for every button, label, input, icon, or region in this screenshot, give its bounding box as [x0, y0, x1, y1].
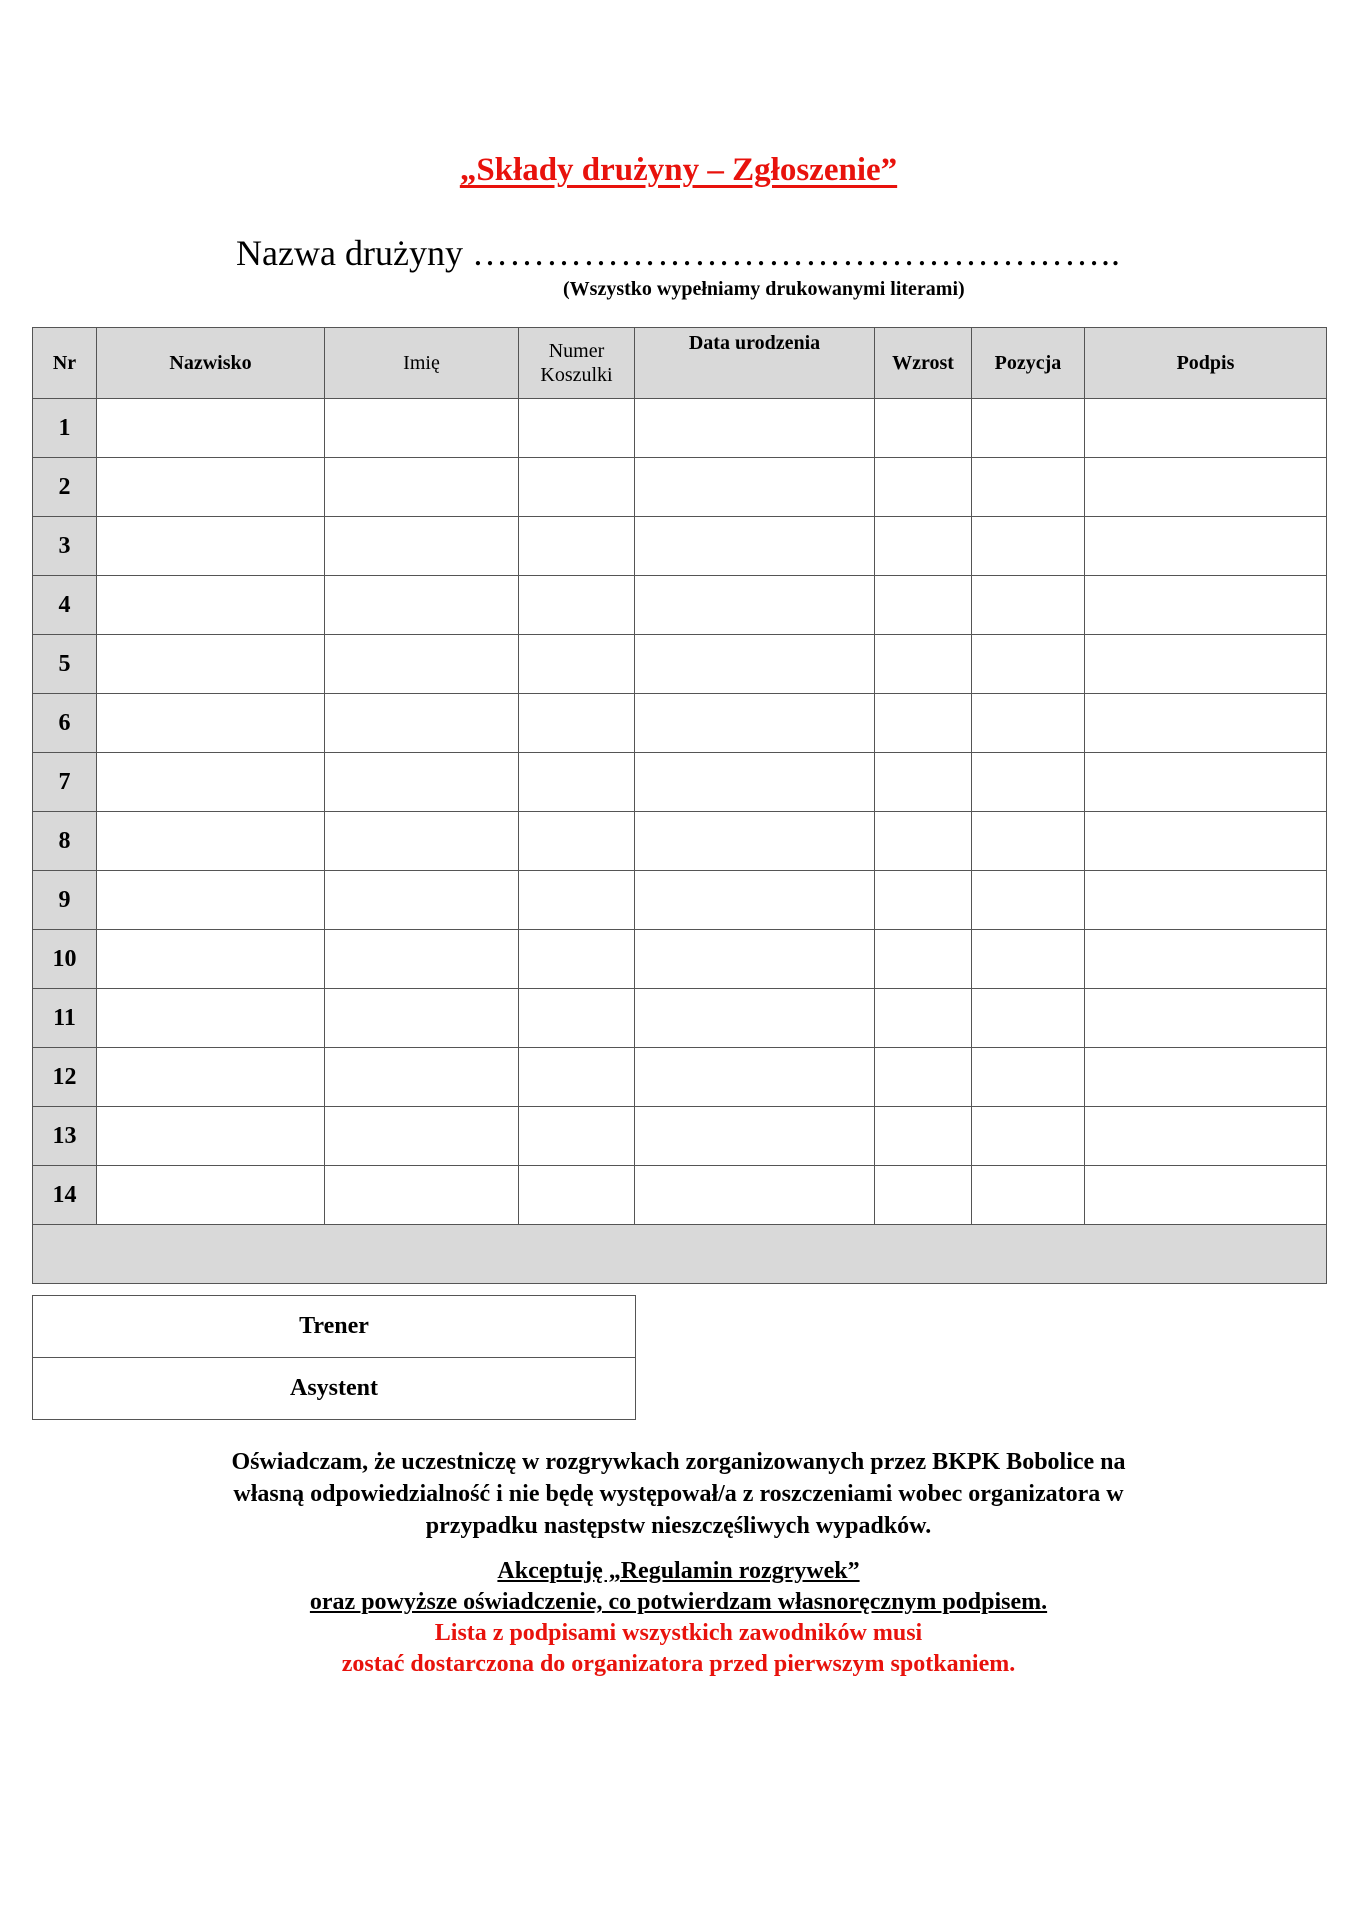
cell-pozycja[interactable]	[972, 1048, 1085, 1107]
cell-imie[interactable]	[325, 576, 519, 635]
cell-numer-koszulki[interactable]	[519, 812, 635, 871]
team-name-line	[0, 232, 1357, 274]
cell-data-urodzenia[interactable]	[635, 399, 875, 458]
asystent-cell[interactable]: Asystent	[33, 1358, 636, 1420]
table-row	[33, 1166, 1327, 1225]
cell-data-urodzenia[interactable]	[635, 871, 875, 930]
cell-numer-koszulki[interactable]	[519, 1166, 635, 1225]
cell-podpis[interactable]	[1085, 1107, 1327, 1166]
row-number: 10	[33, 930, 97, 989]
trener-cell[interactable]: Trener	[33, 1296, 636, 1358]
fill-instruction: (Wszystko wypełniamy drukowanymi literami)	[563, 278, 965, 300]
declaration-text	[0, 1446, 1357, 1542]
header-podpis: Podpis	[1085, 328, 1327, 399]
cell-nazwisko[interactable]	[97, 812, 325, 871]
cell-pozycja[interactable]	[972, 989, 1085, 1048]
row-number: 9	[33, 871, 97, 930]
cell-numer-koszulki[interactable]	[519, 989, 635, 1048]
cell-numer-koszulki[interactable]	[519, 1107, 635, 1166]
cell-imie[interactable]	[325, 694, 519, 753]
cell-data-urodzenia[interactable]	[635, 930, 875, 989]
cell-pozycja[interactable]	[972, 517, 1085, 576]
cell-imie[interactable]	[325, 753, 519, 812]
row-number: 1	[33, 399, 97, 458]
header-pozycja: Pozycja	[972, 328, 1085, 399]
team-name-field[interactable]: ……………………………………………..	[471, 233, 1121, 273]
cell-podpis[interactable]	[1085, 1166, 1327, 1225]
cell-data-urodzenia[interactable]	[635, 517, 875, 576]
team-name-label: Nazwa drużyny	[236, 233, 463, 273]
table-row	[33, 576, 1327, 635]
cell-pozycja[interactable]	[972, 753, 1085, 812]
roster-header-row	[33, 328, 1327, 399]
cell-data-urodzenia[interactable]	[635, 458, 875, 517]
cell-podpis[interactable]	[1085, 458, 1327, 517]
cell-podpis[interactable]	[1085, 399, 1327, 458]
cell-imie[interactable]	[325, 458, 519, 517]
cell-podpis[interactable]	[1085, 989, 1327, 1048]
cell-data-urodzenia[interactable]	[635, 1048, 875, 1107]
table-row	[33, 399, 1327, 458]
table-row	[33, 812, 1327, 871]
table-row	[33, 930, 1327, 989]
cell-numer-koszulki[interactable]	[519, 1048, 635, 1107]
cell-nazwisko[interactable]	[97, 458, 325, 517]
cell-data-urodzenia[interactable]	[635, 576, 875, 635]
table-row	[33, 1048, 1327, 1107]
table-row	[33, 989, 1327, 1048]
cell-podpis[interactable]	[1085, 576, 1327, 635]
cell-data-urodzenia[interactable]	[635, 812, 875, 871]
cell-wzrost[interactable]	[875, 635, 972, 694]
cell-nazwisko[interactable]	[97, 694, 325, 753]
header-wzrost: Wzrost	[875, 328, 972, 399]
header-numer-koszulki	[519, 328, 635, 399]
delivery-notice-line-1: Lista z podpisami wszystkich zawodników musi	[434, 1620, 923, 1646]
cell-wzrost[interactable]	[875, 812, 972, 871]
cell-pozycja[interactable]	[972, 871, 1085, 930]
cell-data-urodzenia[interactable]	[635, 1107, 875, 1166]
cell-imie[interactable]	[325, 1166, 519, 1225]
row-number: 13	[33, 1107, 97, 1166]
cell-nazwisko[interactable]	[97, 576, 325, 635]
cell-data-urodzenia[interactable]	[635, 753, 875, 812]
cell-wzrost[interactable]	[875, 989, 972, 1048]
row-number: 4	[33, 576, 97, 635]
cell-imie[interactable]	[325, 399, 519, 458]
cell-podpis[interactable]	[1085, 930, 1327, 989]
cell-pozycja[interactable]	[972, 812, 1085, 871]
cell-wzrost[interactable]	[875, 399, 972, 458]
cell-nazwisko[interactable]	[97, 635, 325, 694]
cell-imie[interactable]	[325, 989, 519, 1048]
cell-podpis[interactable]	[1085, 517, 1327, 576]
cell-pozycja[interactable]	[972, 635, 1085, 694]
cell-nazwisko[interactable]	[97, 753, 325, 812]
cell-data-urodzenia[interactable]	[635, 989, 875, 1048]
cell-wzrost[interactable]	[875, 930, 972, 989]
cell-podpis[interactable]	[1085, 871, 1327, 930]
cell-numer-koszulki[interactable]	[519, 517, 635, 576]
table-row	[33, 458, 1327, 517]
cell-podpis[interactable]	[1085, 635, 1327, 694]
cell-nazwisko[interactable]	[97, 517, 325, 576]
cell-podpis[interactable]	[1085, 694, 1327, 753]
cell-pozycja[interactable]	[972, 1166, 1085, 1225]
cell-numer-koszulki[interactable]	[519, 930, 635, 989]
row-number: 3	[33, 517, 97, 576]
cell-wzrost[interactable]	[875, 1166, 972, 1225]
cell-podpis[interactable]	[1085, 1048, 1327, 1107]
header-data-urodzenia: Data urodzenia	[635, 328, 875, 399]
acceptance-line-2: oraz powyższe oświadczenie, co potwierdzam własnoręcznym podpisem.	[309, 1589, 1048, 1615]
cell-numer-koszulki[interactable]	[519, 871, 635, 930]
cell-wzrost[interactable]	[875, 458, 972, 517]
cell-imie[interactable]	[325, 1107, 519, 1166]
delivery-notice-line-2: zostać dostarczona do organizatora przed pierwszym spotkaniem.	[341, 1651, 1016, 1677]
cell-podpis[interactable]	[1085, 812, 1327, 871]
cell-pozycja[interactable]	[972, 1107, 1085, 1166]
cell-wzrost[interactable]	[875, 517, 972, 576]
cell-imie[interactable]	[325, 871, 519, 930]
cell-data-urodzenia[interactable]	[635, 635, 875, 694]
cell-imie[interactable]	[325, 517, 519, 576]
table-row	[33, 871, 1327, 930]
cell-wzrost[interactable]	[875, 694, 972, 753]
row-number: 8	[33, 812, 97, 871]
cell-numer-koszulki[interactable]	[519, 399, 635, 458]
cell-podpis[interactable]	[1085, 753, 1327, 812]
header-nazwisko: Nazwisko	[97, 328, 325, 399]
cell-wzrost[interactable]	[875, 1107, 972, 1166]
staff-table	[32, 1295, 636, 1420]
cell-numer-koszulki[interactable]	[519, 635, 635, 694]
cell-nazwisko[interactable]	[97, 399, 325, 458]
cell-nazwisko[interactable]	[97, 1107, 325, 1166]
header-numer-line2: Koszulki	[540, 364, 613, 386]
cell-data-urodzenia[interactable]	[635, 1166, 875, 1225]
cell-pozycja[interactable]	[972, 694, 1085, 753]
cell-wzrost[interactable]	[875, 1048, 972, 1107]
cell-wzrost[interactable]	[875, 871, 972, 930]
acceptance-line-1: Akceptuję „Regulamin rozgrywek”	[497, 1558, 860, 1584]
table-row	[33, 753, 1327, 812]
cell-pozycja[interactable]	[972, 930, 1085, 989]
declaration-line-1: Oświadczam, że uczestniczę w rozgrywkach zorganizowanych przez BKPK Bobolice na	[231, 1449, 1126, 1475]
row-number: 11	[33, 989, 97, 1048]
cell-numer-koszulki[interactable]	[519, 576, 635, 635]
cell-numer-koszulki[interactable]	[519, 458, 635, 517]
row-number: 6	[33, 694, 97, 753]
cell-nazwisko[interactable]	[97, 1166, 325, 1225]
cell-numer-koszulki[interactable]	[519, 694, 635, 753]
cell-imie[interactable]	[325, 635, 519, 694]
cell-nazwisko[interactable]	[97, 1048, 325, 1107]
row-number: 2	[33, 458, 97, 517]
table-row	[33, 694, 1327, 753]
cell-wzrost[interactable]	[875, 753, 972, 812]
cell-nazwisko[interactable]	[97, 930, 325, 989]
row-number: 7	[33, 753, 97, 812]
roster-table	[32, 327, 1327, 1284]
footer-gray-cell	[33, 1225, 1327, 1284]
row-number: 5	[33, 635, 97, 694]
declaration-line-3: przypadku następstw nieszczęśliwych wypadków.	[425, 1513, 932, 1539]
cell-pozycja[interactable]	[972, 576, 1085, 635]
cell-data-urodzenia[interactable]	[635, 694, 875, 753]
cell-nazwisko[interactable]	[97, 871, 325, 930]
cell-numer-koszulki[interactable]	[519, 753, 635, 812]
header-nr: Nr	[33, 328, 97, 399]
table-footer-row	[33, 1225, 1327, 1284]
cell-wzrost[interactable]	[875, 576, 972, 635]
declaration-line-2: własną odpowiedzialność i nie będę występował/a z roszczeniami wobec organizatora w	[233, 1481, 1124, 1507]
header-numer-line1: Numer	[548, 340, 605, 362]
cell-imie[interactable]	[325, 930, 519, 989]
table-row	[33, 635, 1327, 694]
acceptance-text	[0, 1556, 1357, 1680]
cell-pozycja[interactable]	[972, 458, 1085, 517]
cell-nazwisko[interactable]	[97, 989, 325, 1048]
row-number: 14	[33, 1166, 97, 1225]
page-title: „Składy drużyny – Zgłoszenie”	[459, 152, 898, 188]
cell-imie[interactable]	[325, 1048, 519, 1107]
table-row	[33, 517, 1327, 576]
cell-imie[interactable]	[325, 812, 519, 871]
header-imie: Imię	[325, 328, 519, 399]
row-number: 12	[33, 1048, 97, 1107]
table-row	[33, 1107, 1327, 1166]
cell-pozycja[interactable]	[972, 399, 1085, 458]
